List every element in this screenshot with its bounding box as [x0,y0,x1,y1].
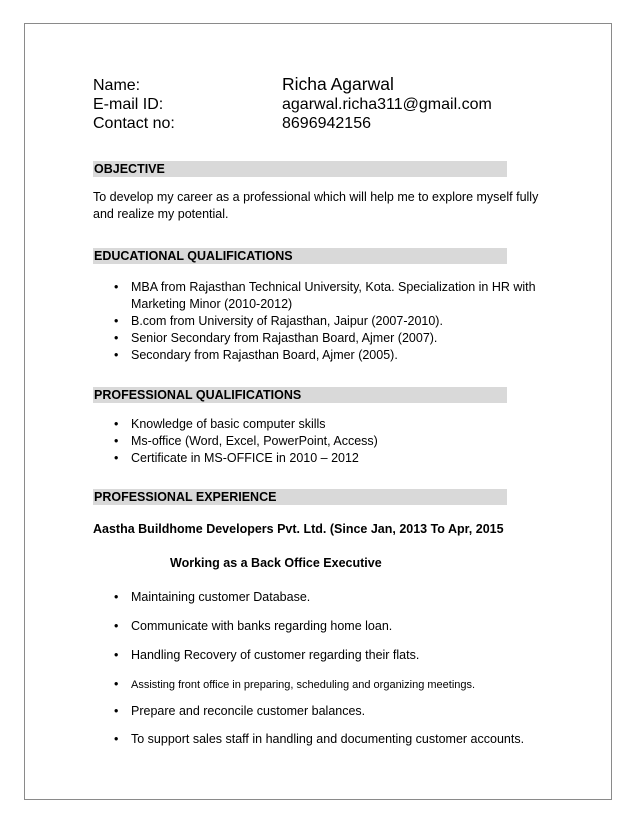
professional-qualifications-list [114,416,554,467]
list-item: • Senior Secondary from Rajasthan Board, Ajmer (2007). [114,331,438,345]
contact-label: Contact no: [93,115,175,132]
bullet-icon: • [114,434,119,448]
bullet-icon: • [114,732,119,746]
bullet-icon: • [114,704,119,718]
list-item: • Secondary from Rajasthan Board, Ajmer (2005). [114,348,398,362]
list-item: • To support sales staff in handling and documenting customer accounts. [114,732,525,746]
list-item: • MBA from Rajasthan Technical University, Kota. Specialization in HR with Marketing Minor (2010-2012) [114,280,536,311]
company-name: Aastha Buildhome Developers Pvt. Ltd. (Since Jan, 2013 To Apr, 2015 [93,522,504,536]
list-item: • Maintaining customer Database. [114,590,311,604]
education-heading: EDUCATIONAL QUALIFICATIONS [93,248,507,264]
contact-value: 8696942156 [282,115,371,132]
education-list [114,279,554,364]
bullet-icon: • [114,280,119,294]
bullet-icon: • [114,348,119,362]
objective-heading: OBJECTIVE [93,161,507,177]
bullet-icon: • [114,314,119,328]
list-item: • Certificate in MS-OFFICE in 2010 – 2012 [114,451,359,465]
bullet-icon: • [114,590,119,604]
list-item: • Knowledge of basic computer skills [114,417,326,431]
professional-qualifications-heading: PROFESSIONAL QUALIFICATIONS [93,387,507,403]
list-item: • Communicate with banks regarding home loan. [114,619,393,633]
bullet-icon: • [114,417,119,431]
list-item: • Prepare and reconcile customer balances. [114,704,366,718]
bullet-icon: • [114,331,119,345]
name-label: Name: [93,77,141,94]
list-item: • Handling Recovery of customer regarding their flats. [114,648,420,662]
list-item: • Assisting front office in preparing, scheduling and organizing meetings. [114,677,476,691]
name-value: Richa Agarwal [282,74,394,94]
email-label: E-mail ID: [93,96,164,113]
bullet-icon: • [114,451,119,465]
bullet-icon: • [114,677,119,691]
bullet-icon: • [114,648,119,662]
bullet-icon: • [114,619,119,633]
list-item: • Ms-office (Word, Excel, PowerPoint, Access) [114,434,378,448]
email-value: agarwal.richa311@gmail.com [282,96,492,113]
list-item: • B.com from University of Rajasthan, Jaipur (2007-2010). [114,314,443,328]
objective-text: To develop my career as a professional which will help me to explore myself fully and realize my potential. [93,190,539,221]
professional-experience-heading: PROFESSIONAL EXPERIENCE [93,489,507,505]
job-role: Working as a Back Office Executive [170,556,382,570]
